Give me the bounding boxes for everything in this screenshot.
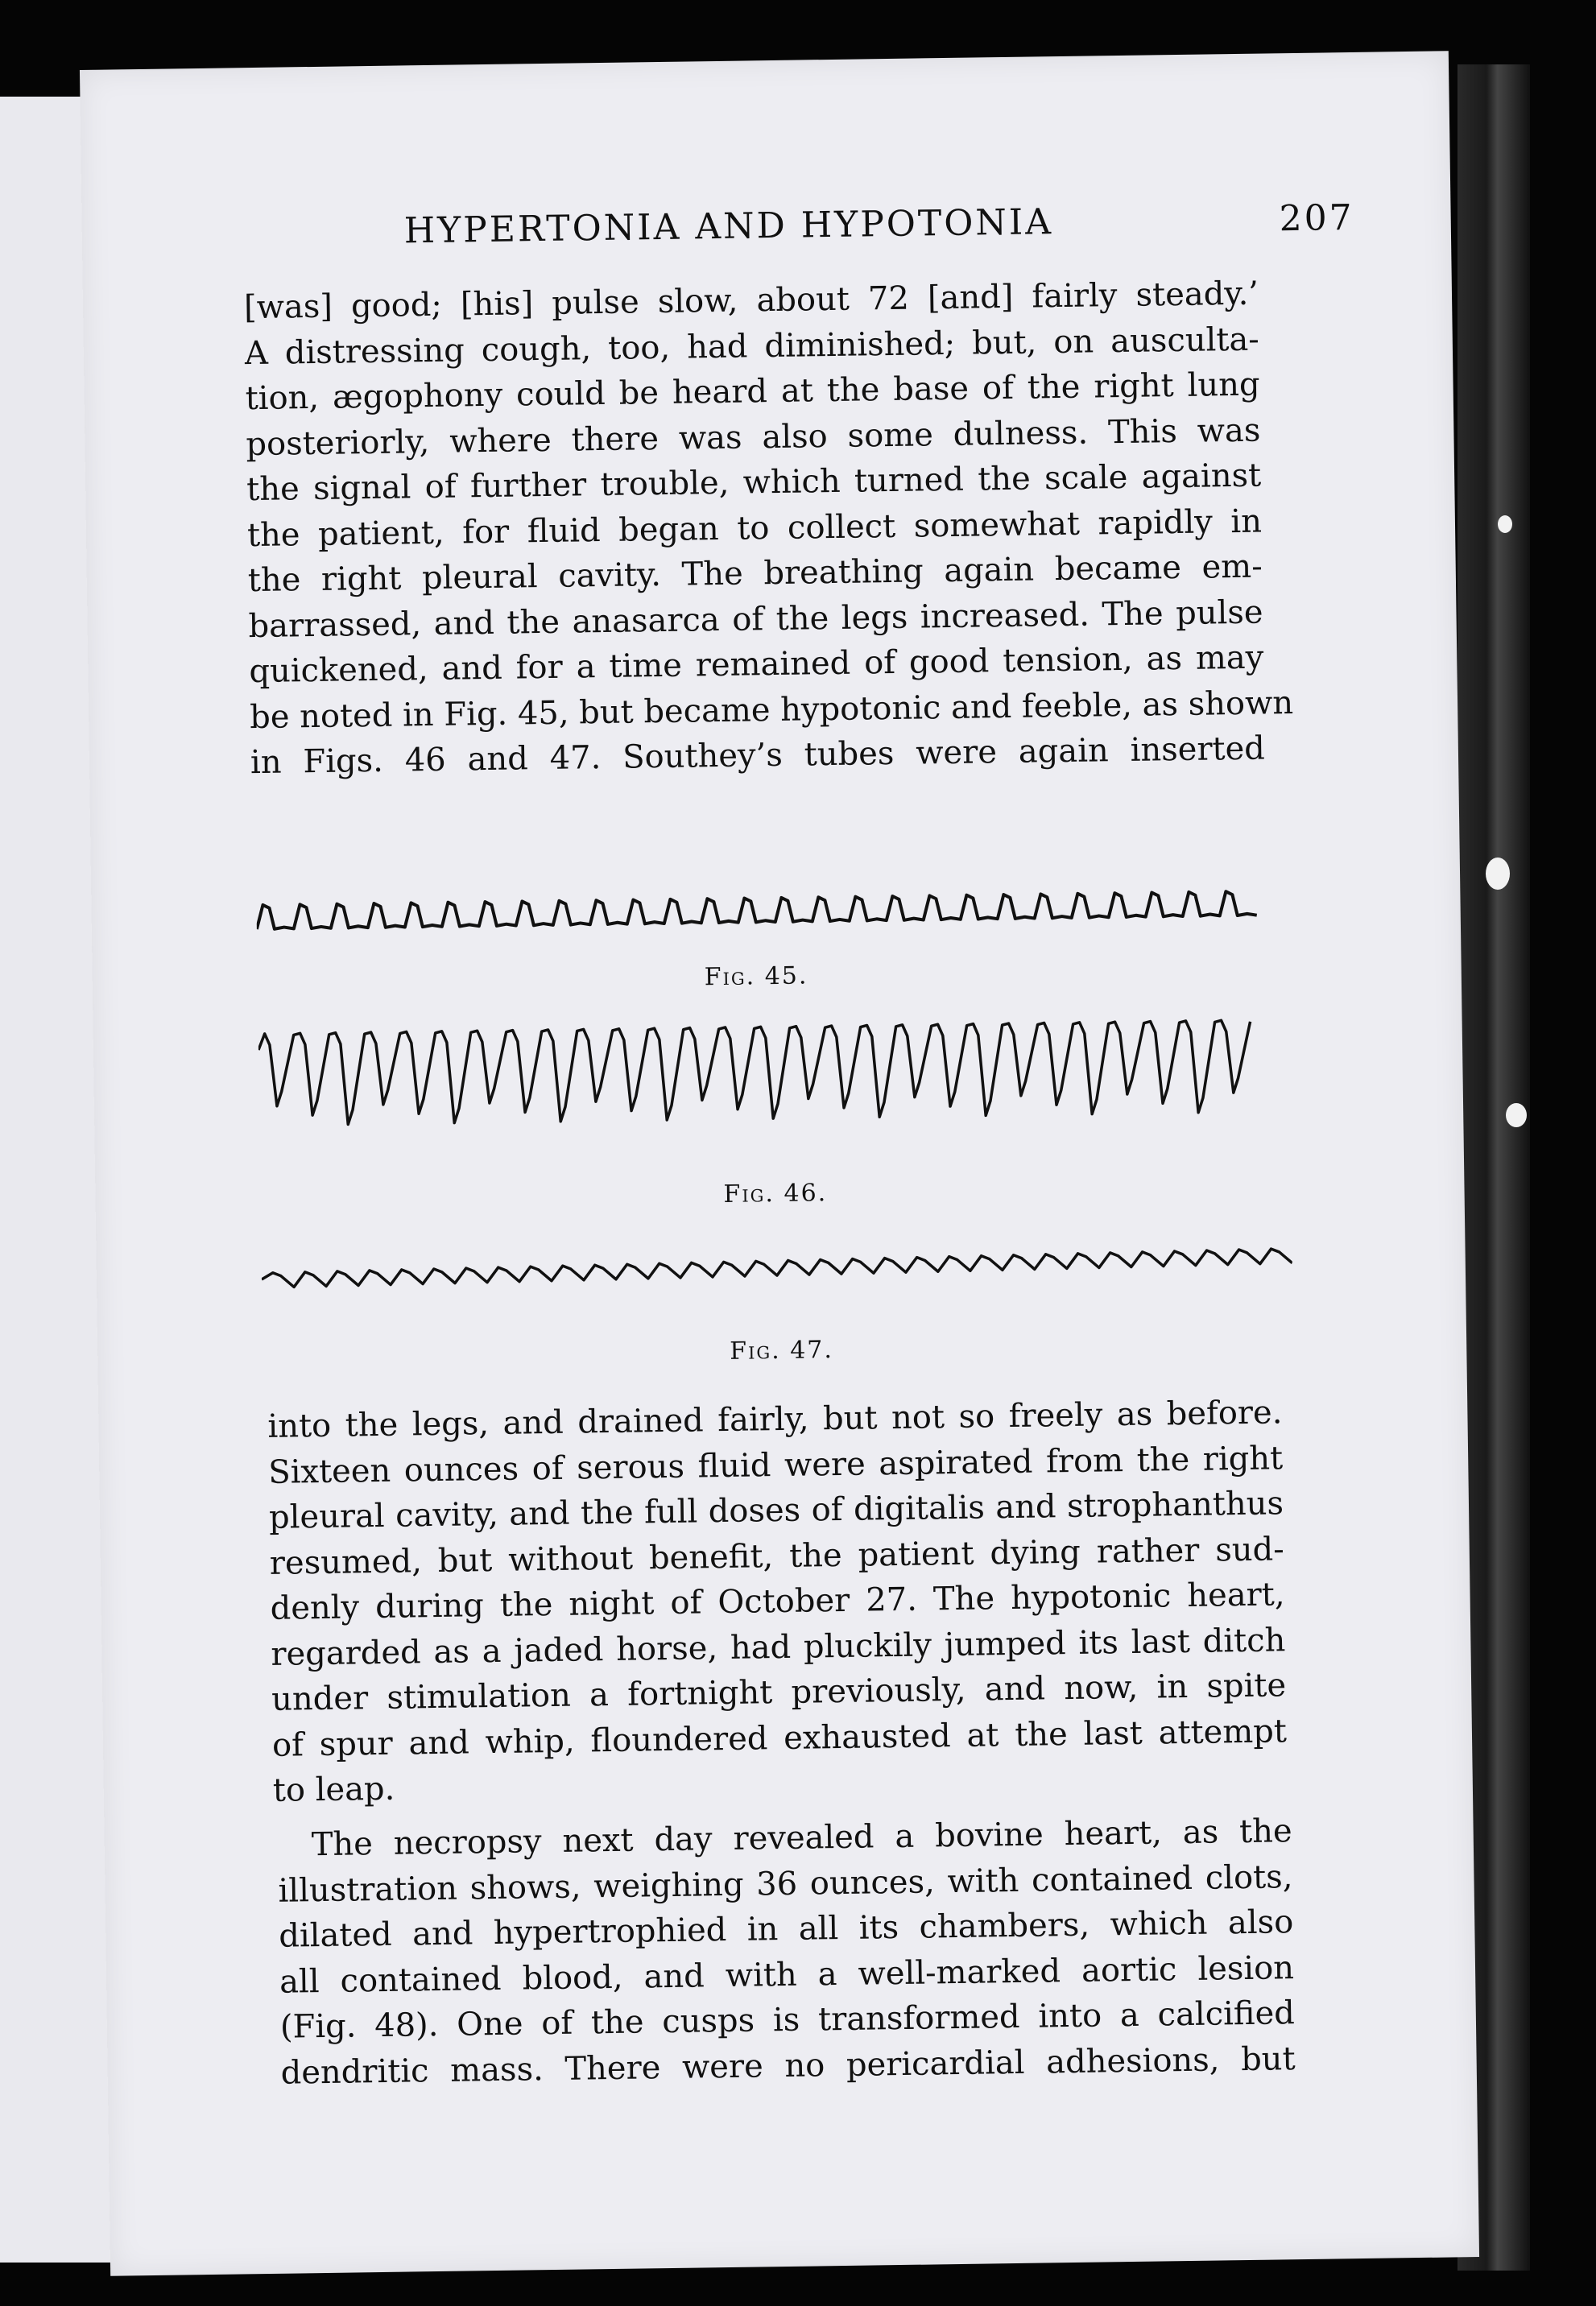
book-page xyxy=(80,51,1479,2275)
text-line: denly during the night of October 27. The hypotonic heart, xyxy=(270,1576,1285,1627)
scan-speck xyxy=(1498,515,1512,533)
text-line: The necropsy next day revealed a bovine heart, as the xyxy=(311,1812,1292,1864)
text-line: Sixteen ounces of serous fluid were aspirated from the right xyxy=(267,1439,1284,1491)
text-line: be noted in Fig. 45, but became hypotonic and feeble, as shown xyxy=(249,684,1294,736)
pulse-tracing-fig-45 xyxy=(256,874,1271,945)
running-header xyxy=(403,197,1354,258)
text-line: under stimulation a fortnight previously, and now, in spite xyxy=(271,1667,1287,1718)
text-line: quickened, and for a time remained of good tension, as may xyxy=(249,638,1264,691)
text-line: all contained blood, and with a well-marked aortic lesion xyxy=(279,1949,1295,2001)
text-line: to leap. xyxy=(272,1770,395,1809)
text-line: pleural cavity, and the full doses of digitalis and strophanthus xyxy=(268,1485,1284,1536)
text-line: posteriorly, where there was also some dulness. This was xyxy=(246,411,1261,463)
text-line: the right pleural cavity. The breathing again became em- xyxy=(247,548,1263,600)
text-line: illustration shows, weighing 36 ounces, with contained clots, xyxy=(278,1858,1293,1910)
text-line: dendritic mass. There were no pericardial adhesions, but xyxy=(280,2039,1296,2092)
paragraph-bottom xyxy=(277,1808,1296,2096)
text-line: dilated and hypertrophied in all its chambers, which also xyxy=(279,1903,1294,1955)
text-line: barrassed, and the anasarca of the legs increased. The pulse xyxy=(248,593,1263,645)
page-number: 207 xyxy=(1279,196,1355,240)
text-line: tion, ægophony could be heard at the base of the right lung xyxy=(245,366,1260,418)
running-title: HYPERTONIA AND HYPOTONIA xyxy=(403,201,1054,252)
text-line: [was] good; [his] pulse slow, about 72 [and] fairly steady.’ xyxy=(243,275,1259,327)
text-line: in Figs. 46 and 47. Southey’s tubes were again inserted xyxy=(250,729,1266,782)
figure-caption-46: Fig. 46. xyxy=(723,1179,828,1209)
text-line: (Fig. 48). One of the cusps is transformed into a calcified xyxy=(279,1994,1296,2046)
text-line: into the legs, and drained fairly, but not so freely as before. xyxy=(267,1394,1283,1445)
figure-caption-47: Fig. 47. xyxy=(730,1336,834,1366)
pulse-tracing-fig-46 xyxy=(258,1003,1274,1147)
text-line: A distressing cough, too, had diminished; but, on ausculta- xyxy=(244,320,1260,372)
text-line: regarded as a jaded horse, had pluckily jumped its last ditch xyxy=(271,1621,1286,1673)
figure-caption-45: Fig. 45. xyxy=(704,961,808,992)
text-line: of spur and whip, floundered exhausted at the last attempt xyxy=(271,1712,1288,1764)
pulse-tracing-fig-47 xyxy=(262,1241,1293,1312)
paragraph-top xyxy=(243,271,1294,786)
scan-speck xyxy=(1506,1103,1527,1127)
scan-speck xyxy=(1486,858,1510,890)
text-line: the signal of further trouble, which turned the scale against xyxy=(246,457,1262,509)
paragraph-middle xyxy=(267,1390,1288,1813)
text-line: resumed, but without benefit, the patient dying rather sud- xyxy=(269,1530,1285,1582)
text-line: the patient, for fluid began to collect somewhat rapidly in xyxy=(246,502,1263,554)
